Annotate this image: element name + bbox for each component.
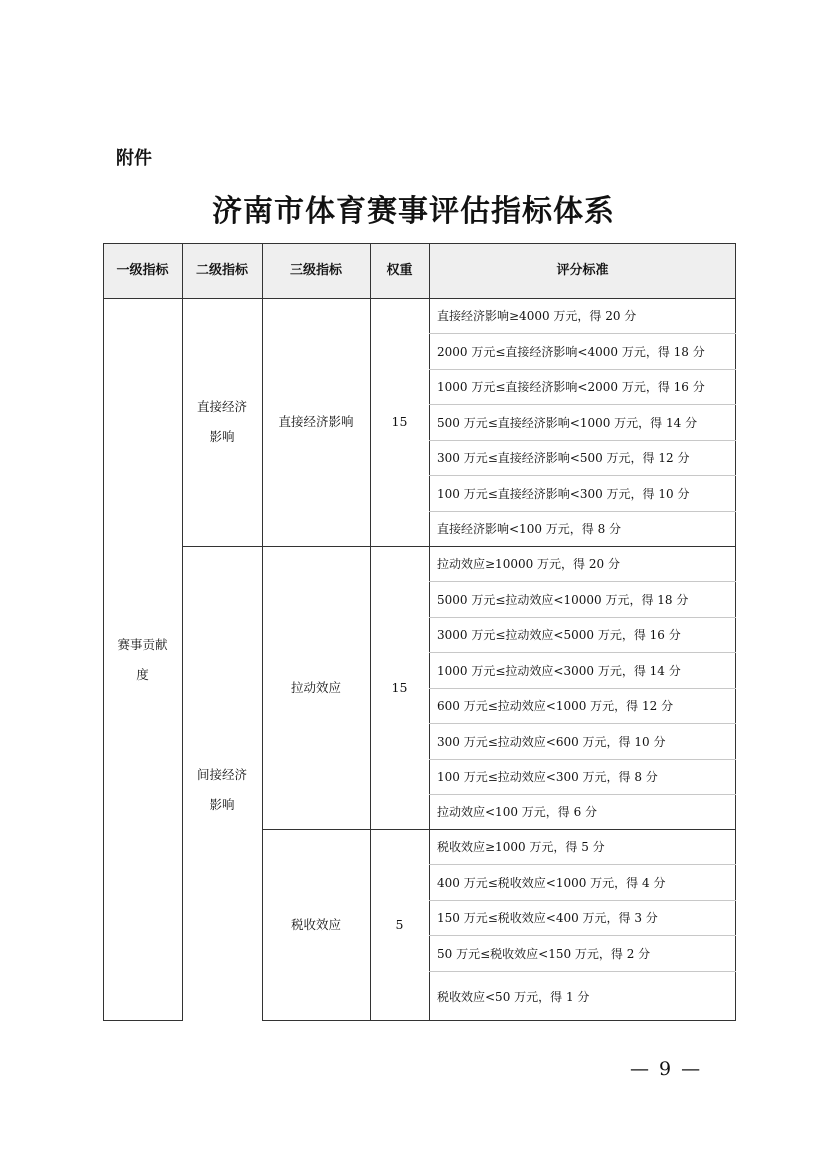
row-separator <box>429 971 736 972</box>
criteria-row: 100 万元≤拉动效应<300 万元，得 8 分 <box>437 770 658 784</box>
header-level3: 三级指标 <box>289 262 342 278</box>
level1-text: 赛事贡献度 <box>117 636 168 682</box>
table-border-left <box>103 243 104 1021</box>
level2-indirect-text: 间接经济影响 <box>196 766 247 812</box>
row-separator <box>429 440 736 441</box>
level3-pull: 拉动效应 <box>290 679 341 695</box>
table-border-bottom-right <box>262 1020 736 1021</box>
level2-indirect-cell <box>182 546 262 1021</box>
header-level2: 二级指标 <box>195 262 248 278</box>
criteria-row: 500 万元≤直接经济影响<1000 万元，得 14 分 <box>437 415 698 430</box>
weight-direct: 15 <box>391 414 408 429</box>
criteria-row: 税收效应≥1000 万元，得 5 分 <box>437 840 605 854</box>
row-separator <box>429 617 736 618</box>
criteria-row: 1000 万元≤直接经济影响<2000 万元，得 16 分 <box>437 380 705 394</box>
criteria-row: 50 万元≤税收效应<150 万元，得 2 分 <box>437 946 651 961</box>
criteria-row: 600 万元≤拉动效应<1000 万元，得 12 分 <box>437 699 674 713</box>
criteria-row: 300 万元≤拉动效应<600 万元，得 10 分 <box>437 734 666 749</box>
col-divider <box>182 243 183 1021</box>
attachment-label: 附件 <box>116 148 152 169</box>
criteria-row: 直接经济影响<100 万元，得 8 分 <box>437 522 622 536</box>
level3-direct: 直接经济影响 <box>278 414 354 429</box>
header-divider <box>103 298 736 299</box>
group-divider <box>182 546 736 547</box>
criteria-row: 400 万元≤税收效应<1000 万元，得 4 分 <box>437 875 666 890</box>
level2-direct-cell <box>182 298 262 546</box>
criteria-row: 税收效应<50 万元，得 1 分 <box>437 989 590 1004</box>
row-separator <box>429 652 736 653</box>
row-separator <box>429 723 736 724</box>
row-separator <box>429 581 736 582</box>
page-number: — 9 — <box>630 1058 703 1080</box>
criteria-row: 100 万元≤直接经济影响<300 万元，得 10 分 <box>437 486 690 501</box>
indicator-table <box>103 243 736 1021</box>
row-separator <box>429 688 736 689</box>
criteria-row: 150 万元≤税收效应<400 万元，得 3 分 <box>437 911 658 925</box>
criteria-row: 1000 万元≤拉动效应<3000 万元，得 14 分 <box>437 663 681 678</box>
criteria-row: 拉动效应≥10000 万元，得 20 分 <box>437 557 620 571</box>
row-separator <box>429 404 736 405</box>
weight-tax: 5 <box>395 917 404 932</box>
header-criteria: 评分标准 <box>556 262 609 278</box>
group-divider <box>262 829 736 830</box>
header-level1: 一级指标 <box>116 262 169 278</box>
criteria-row: 3000 万元≤拉动效应<5000 万元，得 16 分 <box>437 628 681 642</box>
level1-cell <box>103 298 182 1021</box>
document-title: 济南市体育赛事评估指标体系 <box>212 194 615 229</box>
table-border-bottom-left <box>103 1020 183 1021</box>
row-separator <box>429 900 736 901</box>
row-separator <box>429 511 736 512</box>
row-separator <box>429 759 736 760</box>
level2-direct-text: 直接经济影响 <box>196 399 247 444</box>
row-separator <box>429 475 736 476</box>
col-divider <box>370 243 371 1021</box>
row-separator <box>429 333 736 334</box>
header-weight: 权重 <box>386 262 413 278</box>
row-separator <box>429 794 736 795</box>
table-border-top <box>103 243 736 244</box>
row-separator <box>429 935 736 936</box>
row-separator <box>429 369 736 370</box>
criteria-row: 2000 万元≤直接经济影响<4000 万元，得 18 分 <box>437 344 705 359</box>
col-divider <box>429 243 430 1021</box>
row-separator <box>429 864 736 865</box>
criteria-row: 拉动效应<100 万元，得 6 分 <box>437 805 598 819</box>
col-divider <box>262 243 263 1021</box>
criteria-row: 5000 万元≤拉动效应<10000 万元，得 18 分 <box>437 592 689 607</box>
criteria-row: 直接经济影响≥4000 万元，得 20 分 <box>437 309 637 323</box>
criteria-row: 300 万元≤直接经济影响<500 万元，得 12 分 <box>437 451 690 465</box>
level3-tax: 税收效应 <box>290 917 341 932</box>
weight-pull: 15 <box>391 679 408 695</box>
table-border-right <box>735 243 736 1021</box>
